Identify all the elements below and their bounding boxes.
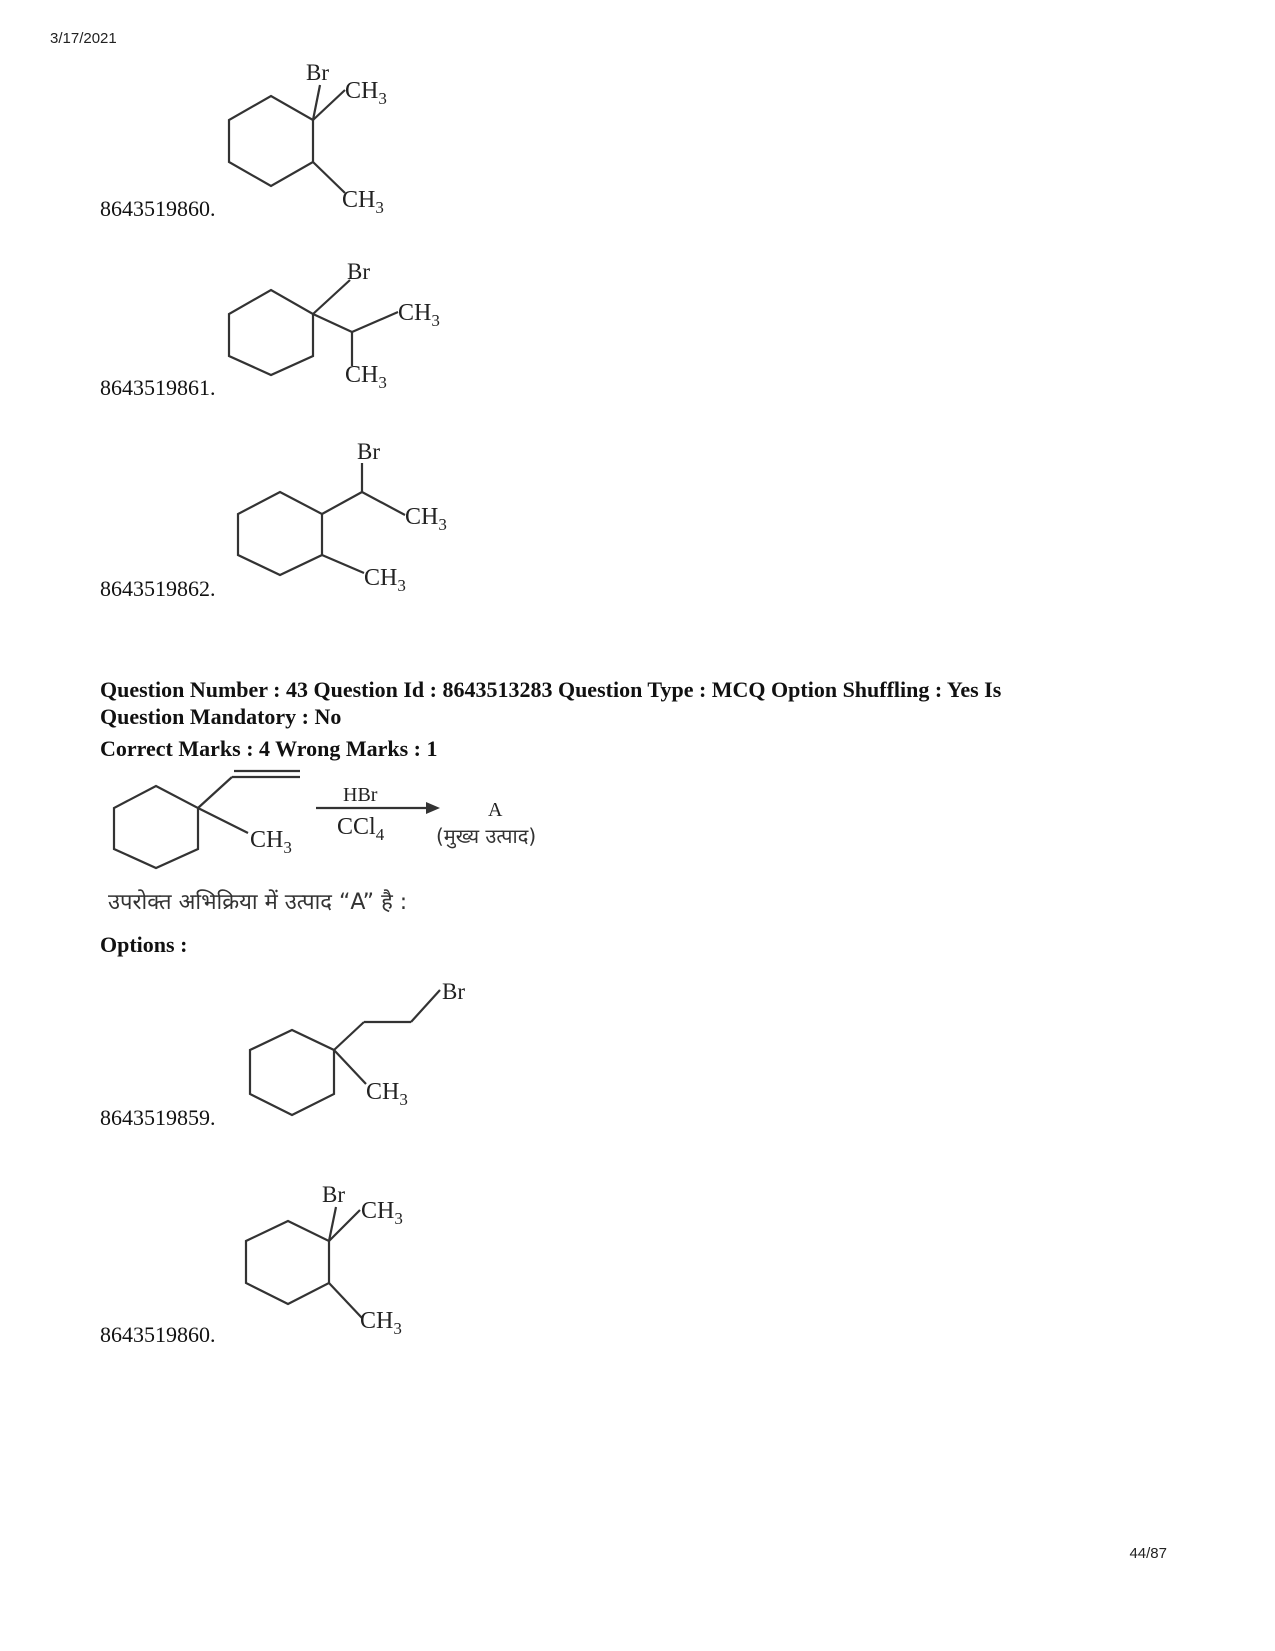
svg-text:CH3: $CH_3$ — [360, 1308, 402, 1338]
option-id: 8643519860. — [100, 196, 216, 221]
question-header-line2: Question Mandatory : No — [100, 704, 342, 729]
print-date: 3/17/2021 — [50, 30, 117, 47]
svg-text:Br: Br — [306, 60, 329, 85]
svg-text:A: A — [488, 799, 503, 821]
svg-text:CH3: $CH_3$ — [405, 504, 447, 534]
question-marks: Correct Marks : 4 Wrong Marks : 1 — [100, 736, 438, 761]
options-label: Options : — [100, 932, 188, 957]
option-id: 8643519860. — [100, 1322, 216, 1347]
svg-text:Br: Br — [347, 259, 370, 284]
svg-text:CH3: $CH_3$ — [364, 565, 406, 595]
svg-text:HBr: HBr — [343, 784, 378, 806]
svg-text:Br: Br — [442, 979, 465, 1004]
svg-text:CH3: $CH_3$ — [342, 187, 384, 217]
svg-text:Br: Br — [322, 1182, 345, 1207]
option-id: 8643519859. — [100, 1105, 216, 1130]
svg-text:CH3: $CH_3$ — [345, 362, 387, 392]
page-number: 44/87 — [1129, 1545, 1167, 1562]
option-id: 8643519861. — [100, 375, 216, 400]
svg-text:CH3: $CH_3$ — [345, 78, 387, 108]
svg-text:CH3: $CH_3$ — [366, 1079, 408, 1109]
major-product-label: (मुख्य उत्पाद) — [436, 824, 537, 848]
svg-text:CH3: $CH_3$ — [361, 1198, 403, 1228]
svg-text:CH3: $CH_3$ — [398, 300, 440, 330]
svg-text:CH3: $CH_3$ — [250, 827, 292, 857]
question-header-line1: Question Number : 43 Question Id : 8643513283 Question Type : MCQ Option Shuffling : Yes Is — [100, 677, 1002, 702]
question-text: उपरोक्त अभिक्रिया में उत्पाद “A” है : — [108, 890, 408, 915]
svg-text:Br: Br — [357, 439, 380, 464]
option-id: 8643519862. — [100, 576, 216, 601]
svg-text:CCl4: CCl$_4$ — [337, 814, 385, 844]
